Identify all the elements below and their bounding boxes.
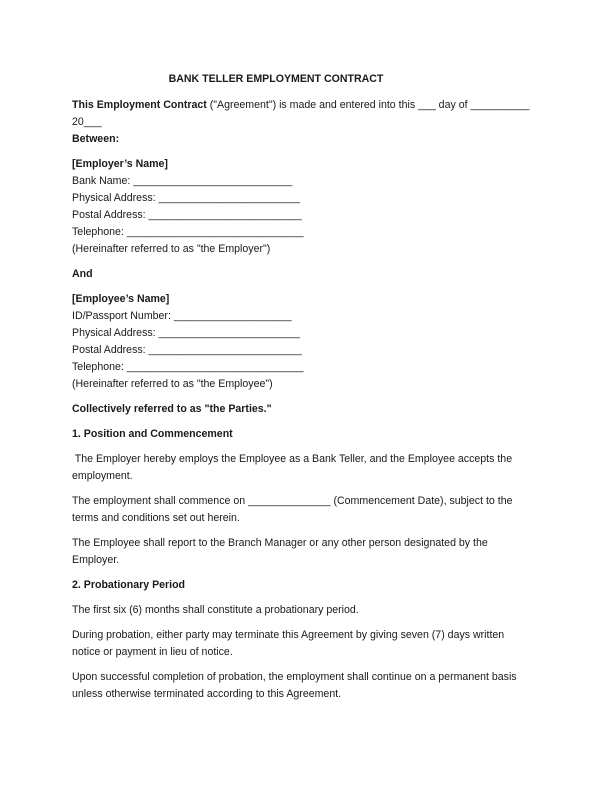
intro-bold: This Employment Contract	[72, 99, 207, 111]
and-label: And	[72, 268, 93, 280]
section-2-paragraph-2-line-1: During probation, either party may terminate this Agreement by giving seven (7) days written	[72, 629, 505, 641]
between-label: Between:	[72, 133, 120, 145]
employer-bank-name: Bank Name: ___________________________	[72, 175, 293, 187]
section-1-paragraph-2-line-1: The employment shall commence on ______________ (Commencement Date), subject to the	[72, 495, 513, 507]
employer-postal-address: Postal Address: __________________________	[72, 209, 302, 221]
employee-id-number: ID/Passport Number: ____________________	[72, 310, 292, 322]
employer-telephone: Telephone: ______________________________	[72, 226, 304, 238]
section-1-heading: 1. Position and Commencement	[72, 428, 233, 440]
intro-continuation: 20___	[72, 116, 102, 128]
section-1-paragraph-2-line-2: terms and conditions set out herein.	[72, 512, 240, 524]
section-2-paragraph-2-line-2: notice or payment in lieu of notice.	[72, 646, 233, 658]
document-title: BANK TELLER EMPLOYMENT CONTRACT	[168, 73, 384, 85]
employer-physical-address: Physical Address: ________________________	[72, 192, 300, 204]
employee-heading: [Employee’s Name]	[72, 293, 170, 305]
intro-rest: ("Agreement") is made and entered into this ___ day of __________	[206, 99, 530, 111]
section-2-paragraph-1: The first six (6) months shall constitute a probationary period.	[72, 604, 359, 616]
employer-heading: [Employer’s Name]	[72, 158, 168, 170]
employee-telephone: Telephone: ______________________________	[72, 361, 304, 373]
section-2-paragraph-3-line-1: Upon successful completion of probation, the employment shall continue on a permanent basis	[72, 671, 517, 683]
section-1-paragraph-1-line-2: employment.	[72, 470, 133, 482]
employee-postal-address: Postal Address: __________________________	[72, 344, 302, 356]
section-2-heading: 2. Probationary Period	[72, 579, 186, 591]
employee-physical-address: Physical Address: ________________________	[72, 327, 300, 339]
section-1-paragraph-3-line-1: The Employee shall report to the Branch Manager or any other person designated by the	[72, 537, 488, 549]
employer-reference: (Hereinafter referred to as "the Employer")	[72, 243, 271, 255]
section-1-paragraph-3-line-2: Employer.	[72, 554, 120, 566]
intro-line	[72, 97, 529, 114]
parties-statement: Collectively referred to as "the Parties."	[72, 403, 272, 415]
section-2-paragraph-3-line-2: unless otherwise terminated according to this Agreement.	[72, 688, 342, 700]
section-1-paragraph-1-line-1: The Employer hereby employs the Employee as a Bank Teller, and the Employee accepts the	[72, 453, 513, 465]
employee-reference: (Hereinafter referred to as "the Employee")	[72, 378, 273, 390]
